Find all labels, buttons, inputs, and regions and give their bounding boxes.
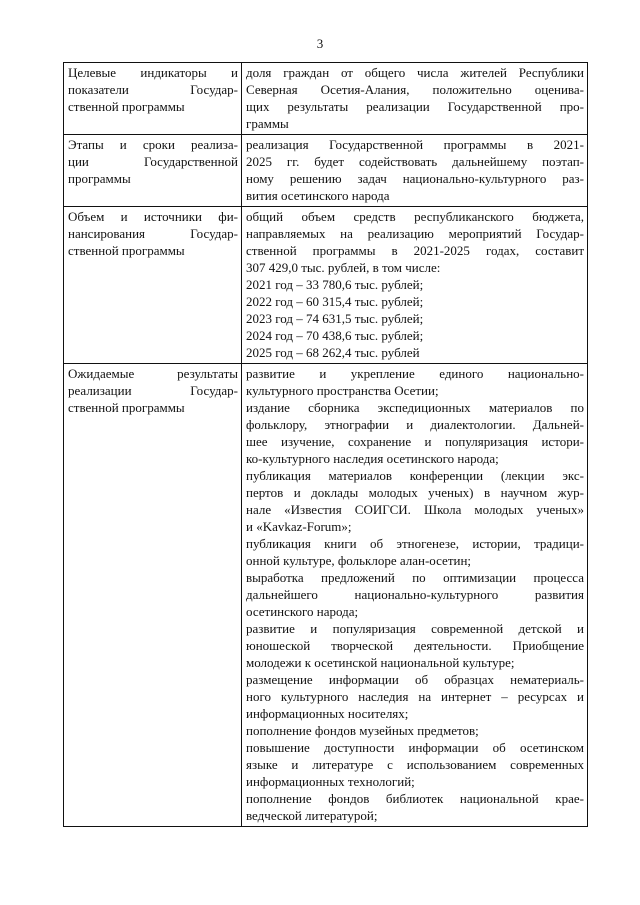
value-line: издание сборника экспедиционных материалов по	[246, 400, 584, 415]
label-line: Целевые индикаторы и	[68, 65, 238, 80]
row-label	[64, 135, 242, 207]
value-line: 2025 год – 68 262,4 тыс. рублей	[246, 345, 420, 360]
value-line: ственной программы в 2021-2025 годах, составит	[246, 243, 584, 258]
value-line: развитие и укрепление единого национально-	[246, 366, 584, 381]
label-line: ственной программы	[68, 243, 185, 258]
value-line: онной культуре, фольклоре алан-осетин;	[246, 553, 472, 568]
value-line: щих результаты реализации Государственной про-	[246, 99, 584, 114]
value-line: граммы	[246, 116, 289, 131]
table-row-expected-results	[64, 364, 588, 827]
table-row-stages-and-terms	[64, 135, 588, 207]
value-line: молодежи к осетинской национальной культуре;	[246, 655, 515, 670]
value-line: информационных носителях;	[246, 706, 409, 721]
value-line: выработка предложений по оптимизации процесса	[246, 570, 584, 585]
value-line: ному решению задач национально-культурного раз-	[246, 171, 584, 186]
value-line: размещение информации об образцах нематериаль-	[246, 672, 584, 687]
label-line: программы	[68, 171, 131, 186]
value-line: и «Kavkaz-Forum»;	[246, 519, 352, 534]
value-line: ко-культурного наследия осетинского народа;	[246, 451, 499, 466]
page-number: 3	[316, 36, 324, 51]
value-line: шее изучение, сохранение и популяризация истори-	[246, 434, 584, 449]
row-value	[242, 364, 588, 827]
label-line: показатели Государ-	[68, 82, 238, 97]
value-line: 2025 гг. будет содействовать дальнейшему поэтап-	[246, 154, 584, 169]
value-line: 2023 год – 74 631,5 тыс. рублей;	[246, 311, 424, 326]
label-line: ции Государственной	[68, 154, 238, 169]
value-line: реализация Государственной программы в 2021-	[246, 137, 584, 152]
value-line: пополнение фондов музейных предметов;	[246, 723, 479, 738]
label-line: Ожидаемые результаты	[68, 366, 238, 381]
row-value	[242, 135, 588, 207]
value-line: информационных технологий;	[246, 774, 415, 789]
value-line: юношеской творческой деятельности. Приобщение	[246, 638, 584, 653]
value-line: публикация книги об этногенезе, истории, традици-	[246, 536, 584, 551]
value-line: ного культурного наследия на интернет – ресурсах и	[246, 689, 584, 704]
value-line: фольклору, этнографии и диалектологии. Дальней-	[246, 417, 584, 432]
value-line: пертов и доклады молодых ученых) в научном жур-	[246, 485, 584, 500]
value-line: развитие и популяризация современной детской и	[246, 621, 584, 636]
table-row-target-indicators	[64, 63, 588, 135]
value-line: Северная Осетия-Алания, положительно оценива-	[246, 82, 584, 97]
value-line: 2021 год – 33 780,6 тыс. рублей;	[246, 277, 424, 292]
value-line: языке и литературе с использованием современных	[246, 757, 584, 772]
value-line: нале «Известия СОИГСИ. Школа молодых ученых»	[246, 502, 584, 517]
table-row-funding-volume	[64, 207, 588, 364]
value-line: повышение доступности информации об осетинском	[246, 740, 584, 755]
label-line: Объем и источники фи-	[68, 209, 238, 224]
value-line: направляемых на реализацию мероприятий Государ-	[246, 226, 584, 241]
value-line: пополнение фондов библиотек национальной крае-	[246, 791, 584, 806]
value-line: осетинского народа;	[246, 604, 359, 619]
label-line: Этапы и сроки реализа-	[68, 137, 238, 152]
value-line: ведческой литературой;	[246, 808, 378, 823]
value-line: доля граждан от общего числа жителей Республики	[246, 65, 584, 80]
value-line: общий объем средств республиканского бюджета,	[246, 209, 584, 224]
value-line: вития осетинского народа	[246, 188, 390, 203]
row-label	[64, 63, 242, 135]
value-line: публикация материалов конференции (лекции экс-	[246, 468, 584, 483]
label-line: реализации Государ-	[68, 383, 238, 398]
label-line: нансирования Государ-	[68, 226, 238, 241]
value-line: 2024 год – 70 438,6 тыс. рублей;	[246, 328, 424, 343]
label-line: ственной программы	[68, 99, 185, 114]
row-value	[242, 207, 588, 364]
label-line: ственной программы	[68, 400, 185, 415]
program-passport-table	[63, 62, 588, 827]
value-line: 307 429,0 тыс. рублей, в том числе:	[246, 260, 441, 275]
row-value	[242, 63, 588, 135]
row-label	[64, 364, 242, 827]
row-label	[64, 207, 242, 364]
value-line: дальнейшего национально-культурного развития	[246, 587, 584, 602]
value-line: культурного пространства Осетии;	[246, 383, 439, 398]
value-line: 2022 год – 60 315,4 тыс. рублей;	[246, 294, 424, 309]
